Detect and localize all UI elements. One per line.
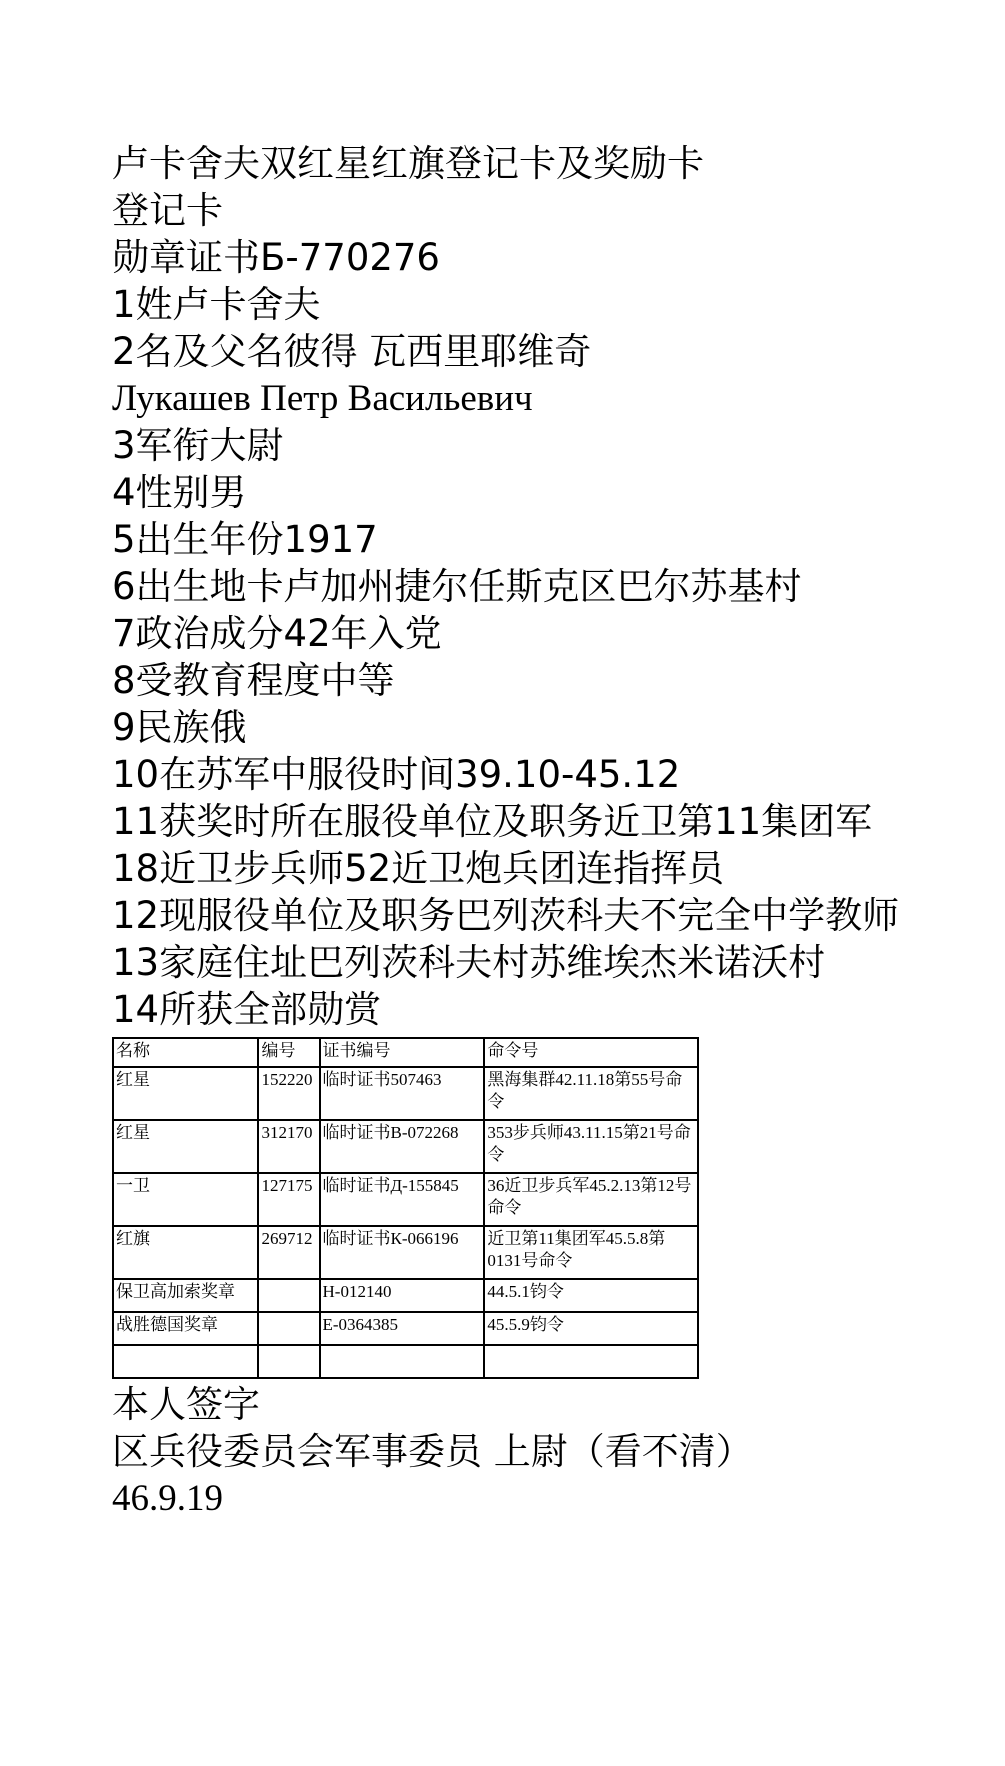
table-row bbox=[113, 1067, 698, 1120]
table-row-empty bbox=[113, 1345, 698, 1378]
table-header-row bbox=[113, 1038, 698, 1067]
award-order: 黑海集群42.11.18第55号命令 bbox=[484, 1067, 698, 1120]
field-all-awards: 14所获全部勋赏 bbox=[112, 988, 382, 1031]
award-name: 一卫 bbox=[113, 1173, 258, 1226]
field-birth-year: 5出生年份1917 bbox=[112, 518, 378, 561]
field-nationality: 9民族俄 bbox=[112, 706, 247, 749]
award-number: 269712 bbox=[258, 1226, 319, 1279]
table-row bbox=[113, 1312, 698, 1345]
field-current-unit: 12现服役单位及职务巴列茨科夫不完全中学教师 bbox=[112, 894, 900, 937]
award-certificate: Н-012140 bbox=[320, 1279, 485, 1312]
empty-cell bbox=[484, 1345, 698, 1378]
award-certificate: 临时证书В-072268 bbox=[320, 1120, 485, 1173]
signature-label: 本人签字 bbox=[112, 1383, 260, 1426]
table-row bbox=[113, 1120, 698, 1173]
empty-cell bbox=[258, 1345, 319, 1378]
award-certificate: 临时证书К-066196 bbox=[320, 1226, 485, 1279]
award-certificate: Е-0364385 bbox=[320, 1312, 485, 1345]
header-certificate: 证书编号 bbox=[320, 1038, 485, 1067]
award-name: 保卫高加索奖章 bbox=[113, 1279, 258, 1312]
award-order: 45.5.9钧令 bbox=[484, 1312, 698, 1345]
empty-cell bbox=[113, 1345, 258, 1378]
award-name: 红星 bbox=[113, 1067, 258, 1120]
award-order: 44.5.1钧令 bbox=[484, 1279, 698, 1312]
award-name: 战胜德国奖章 bbox=[113, 1312, 258, 1345]
committee-signature: 区兵役委员会军事委员 上尉（看不清） bbox=[112, 1430, 753, 1473]
field-birthplace: 6出生地卡卢加州捷尔任斯克区巴尔苏基村 bbox=[112, 565, 802, 608]
table-row bbox=[113, 1279, 698, 1312]
award-number: 152220 bbox=[258, 1067, 319, 1120]
field-service-period: 10在苏军中服役时间39.10-45.12 bbox=[112, 753, 681, 796]
table-row bbox=[113, 1173, 698, 1226]
field-unit-at-award: 11获奖时所在服役单位及职务近卫第11集团军 bbox=[112, 800, 873, 843]
field-name-russian: Лукашев Петр Васильевич bbox=[112, 378, 533, 419]
award-order: 36近卫步兵军45.2.13第12号命令 bbox=[484, 1173, 698, 1226]
field-rank: 3军衔大尉 bbox=[112, 424, 284, 467]
award-name: 红旗 bbox=[113, 1226, 258, 1279]
medal-certificate: 勋章证书Б-770276 bbox=[112, 236, 440, 279]
award-certificate: 临时证书507463 bbox=[320, 1067, 485, 1120]
header-name: 名称 bbox=[113, 1038, 258, 1067]
award-number: 312170 bbox=[258, 1120, 319, 1173]
field-home-address: 13家庭住址巴列茨科夫村苏维埃杰米诺沃村 bbox=[112, 941, 826, 984]
field-gender: 4性别男 bbox=[112, 471, 247, 514]
award-order: 353步兵师43.11.15第21号命令 bbox=[484, 1120, 698, 1173]
registration-card-document bbox=[112, 140, 992, 1522]
empty-cell bbox=[320, 1345, 485, 1378]
awards-table bbox=[112, 1037, 699, 1379]
award-name: 红星 bbox=[113, 1120, 258, 1173]
document-title: 卢卡舍夫双红星红旗登记卡及奖励卡 bbox=[112, 142, 704, 185]
award-certificate: 临时证书Д-155845 bbox=[320, 1173, 485, 1226]
award-order: 近卫第11集团军45.5.8第0131号命令 bbox=[484, 1226, 698, 1279]
header-number: 编号 bbox=[258, 1038, 319, 1067]
signature-date: 46.9.19 bbox=[112, 1478, 223, 1519]
field-surname: 1姓卢卡舍夫 bbox=[112, 283, 321, 326]
award-number: 127175 bbox=[258, 1173, 319, 1226]
award-number bbox=[258, 1279, 319, 1312]
table-row bbox=[113, 1226, 698, 1279]
header-order: 命令号 bbox=[484, 1038, 698, 1067]
field-unit-at-award-continued: 18近卫步兵师52近卫炮兵团连指挥员 bbox=[112, 847, 725, 890]
field-education: 8受教育程度中等 bbox=[112, 659, 395, 702]
field-name-patronymic: 2名及父名彼得 瓦西里耶维奇 bbox=[112, 330, 592, 373]
field-political-status: 7政治成分42年入党 bbox=[112, 612, 442, 655]
document-subtitle: 登记卡 bbox=[112, 189, 223, 232]
award-number bbox=[258, 1312, 319, 1345]
